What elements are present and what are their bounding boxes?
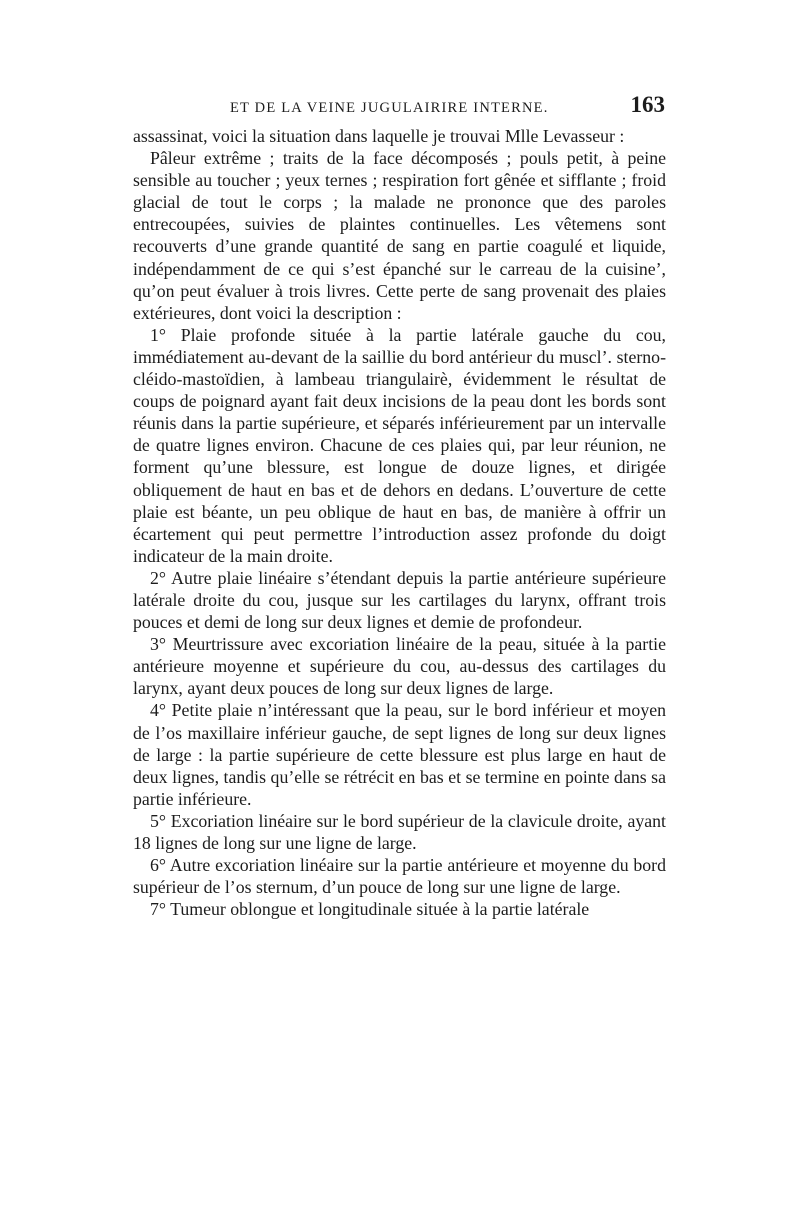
paragraph-wound-2: 2° Autre plaie linéaire s’étendant depuis la partie antérieure supérieure latérale droite du cou, jusque sur les cartilages du larynx, offrant trois pouces et demi de long sur deux lignes et demie de profondeur.: [133, 567, 666, 633]
paragraph-wound-7: 7° Tumeur oblongue et longitudinale située à la partie latérale: [150, 899, 590, 920]
page-header: [133, 92, 665, 124]
paragraph-wound-4: 4° Petite plaie n’intéressant que la peau, sur le bord inférieur et moyen de l’os maxillaire inférieur gauche, de sept lignes de long sur deux lignes de large : la partie supérieure de cette blessure est plus large en haut de deux lignes, tandis qu’elle se rétrécit en bas et se termine en pointe dans sa partie inférieure.: [133, 700, 666, 809]
running-title: ET DE LA VEINE JUGULAIRIRE INTERNE.: [230, 100, 549, 116]
paragraph-wound-1: 1° Plaie profonde située à la partie latérale gauche du cou, immédiatement au-devant de la saillie du bord antérieur du muscl’. sterno-cléido-mastoïdien, à lambeau triangulairè, évidemment le résultat de coups de poignard ayant fait deux incisions de la peau dont les bords sont réunis dans la partie supérieure, et séparés inférieurement par un intervalle de quatre lignes environ. Chacune de ces plaies qui, par leur réunion, ne forment qu’une blessure, est longue de douze lignes, et dirigée obliquement de haut en bas et de dehors en dedans. L’ouverture de cette plaie est béante, un peu oblique de haut en bas, de manière à offrir un écartement qui peut permettre l’introduction assez profonde du doigt indicateur de la main droite.: [133, 324, 666, 566]
page-body: [133, 125, 666, 920]
paragraph-wound-5: 5° Excoriation linéaire sur le bord supérieur de la clavicule droite, ayant 18 lignes de long sur une ligne de large.: [133, 810, 666, 853]
paragraph-continuation: assassinat, voici la situation dans laquelle je trouvai Mlle Levasseur :: [133, 126, 625, 146]
page-number: 163: [630, 92, 665, 117]
paragraph-symptoms: Pâleur extrême ; traits de la face décomposés ; pouls petit, à peine sensible au toucher ; yeux ternes ; respiration fort gênée et sifflante ; froid glacial de tout le corps ; la malade ne prononce que des paroles entrecoupées, suivies de plaintes continuelles. Les vêtemens sont recouverts d’une grande quantité de sang en partie coagulé et liquide, indépendamment de ce qui s’est épanché sur le carreau de la cuisine’, qu’on peut évaluer à trois livres. Cette perte de sang provenait des plaies extérieures, dont voici la description :: [133, 148, 666, 323]
paragraph-wound-3: 3° Meurtrissure avec excoriation linéaire de la peau, située à la partie antérieure moyenne et supérieure du cou, au-dessus des cartilages du larynx, ayant deux pouces de long sur deux lignes de large.: [133, 634, 666, 699]
paragraph-wound-6: 6° Autre excoriation linéaire sur la partie antérieure et moyenne du bord supérieur de l’os sternum, d’un pouce de long sur une ligne de large.: [133, 855, 666, 898]
